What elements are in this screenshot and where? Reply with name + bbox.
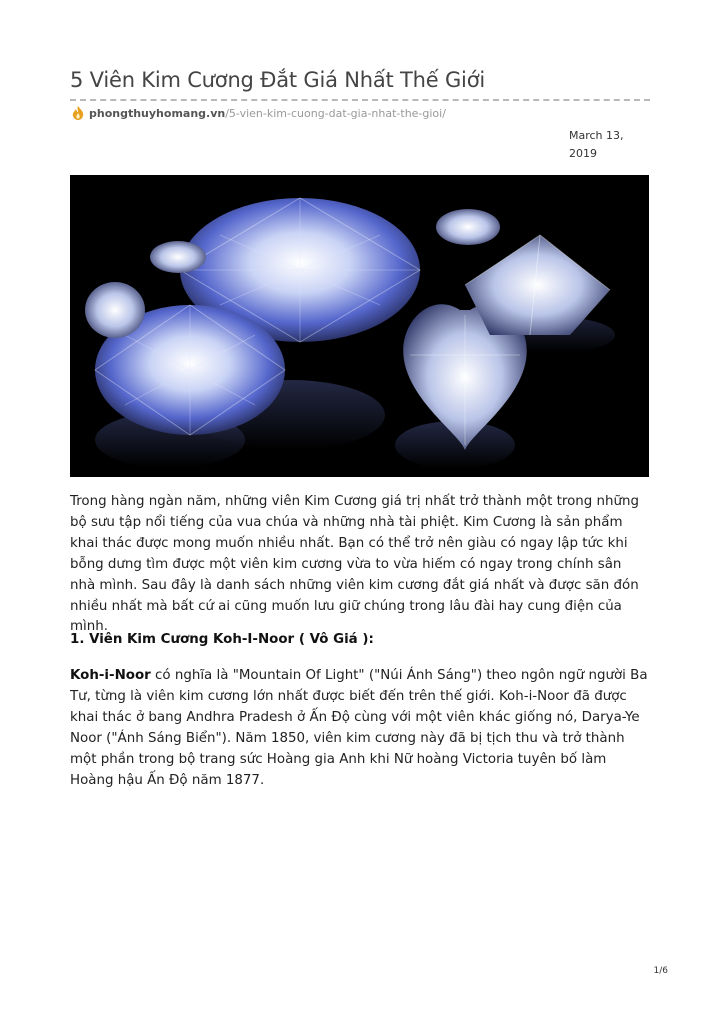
- source-path: /5-vien-kim-cuong-dat-gia-nhat-the-gioi/: [225, 106, 446, 120]
- diamond-small: [85, 282, 145, 338]
- publish-date-line2: 2019: [569, 147, 597, 160]
- publish-date-line1: March 13,: [569, 129, 624, 142]
- flame-logo-icon: [72, 106, 84, 120]
- page-title: 5 Viên Kim Cương Đắt Giá Nhất Thế Giới: [70, 68, 485, 92]
- source-link[interactable]: [89, 107, 446, 120]
- section-paragraph: [70, 666, 650, 791]
- title-divider: [70, 99, 650, 101]
- publish-date: [569, 127, 639, 163]
- diamond-small: [150, 241, 206, 273]
- diamond-small: [436, 209, 500, 245]
- diamonds-image: [70, 175, 649, 477]
- intro-paragraph: Trong hàng ngàn năm, những viên Kim Cương giá trị nhất trở thành một trong những bộ sưu tập nổi tiếng của vua chúa và những nhà tài phiệt. Kim Cương là sản phẩm khai thác được mong muốn nhiều nhất. Bạn có thể trở nên giàu có ngay lập tức khi bỗng dưng tìm được một viên kim cương vừa to vừa hiếm có ngay trong chính sân nhà mình. Sau đây là danh sách những viên kim cương đắt giá nhất và được săn đón nhiều nhất mà bất cứ ai cũng muốn lưu giữ chúng trong lâu đài hay cung điện của mình.: [70, 494, 639, 635]
- page-number: 1/6: [653, 966, 668, 976]
- section-heading: 1. Viên Kim Cương Koh-I-Noor ( Vô Giá ):: [70, 632, 374, 647]
- section-term: Koh-i-Noor: [70, 668, 151, 683]
- section-text: có nghĩa là "Mountain Of Light" ("Núi Ánh Sáng") theo ngôn ngữ người Ba Tư, từng là viên kim cương lớn nhất được biết đến trên thế giới. Koh-i-Noor đã được khai thác ở bang Andhra Pradesh ở Ấn Độ cùng với một viên khác giống nó, Darya-Ye Noor ("Ánh Sáng Biển"). Năm 1850, viên kim cương này đã bị tịch thu và trở thành một phần trong bộ trang sức Hoàng gia Anh khi Nữ hoàng Victoria tuyên bố làm Hoàng hậu Ấn Độ năm 1877.: [70, 668, 648, 788]
- source-domain: phongthuyhomang.vn: [89, 106, 226, 120]
- diamond-pyramid: [465, 235, 610, 335]
- source-line: [72, 106, 446, 120]
